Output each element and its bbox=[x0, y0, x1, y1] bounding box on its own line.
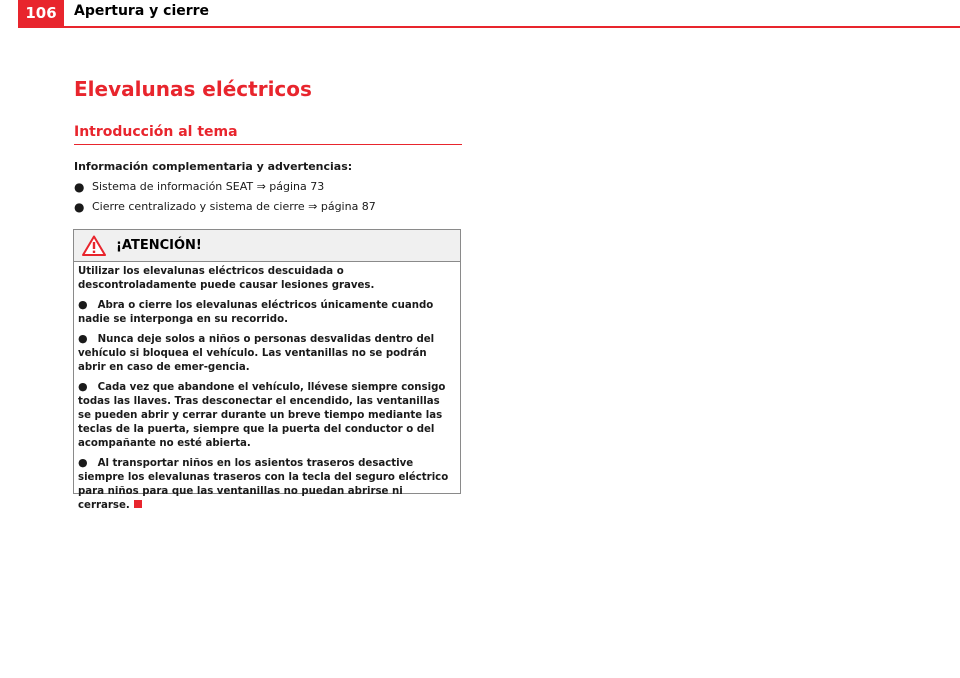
warning-item bbox=[78, 456, 456, 513]
info-list bbox=[74, 180, 464, 220]
warning-item bbox=[78, 332, 456, 375]
subtitle-divider bbox=[74, 144, 462, 145]
warning-triangle-icon bbox=[82, 235, 106, 256]
bullet-icon: ● bbox=[78, 298, 88, 311]
warning-item-text: Cada vez que abandone el vehículo, llévese siempre consigo todas las llaves. Tras desconectar el encendido, las ventanillas se pueden abrir y cerrar durante un breve tiempo mediante las teclas de la puerta, siempre que la puerta del conductor o del acompañante no esté abierta. bbox=[78, 382, 446, 449]
page-number: 106 bbox=[18, 0, 64, 26]
running-title: Apertura y cierre bbox=[74, 3, 210, 19]
warning-box bbox=[73, 229, 461, 511]
info-item[interactable] bbox=[74, 200, 464, 220]
section-title: Elevalunas eléctricos bbox=[74, 77, 312, 101]
warning-header bbox=[74, 230, 460, 262]
info-item-text: Cierre centralizado y sistema de cierre ⇒ página 87 bbox=[92, 200, 376, 213]
section-subtitle: Introducción al tema bbox=[74, 124, 238, 140]
warning-item-text: Al transportar niños en los asientos traseros desactive siempre los elevalunas traseros con la tecla del seguro eléctrico para niños para que las ventanillas no puedan abrirse ni cerrarse. bbox=[78, 458, 449, 511]
info-item-text: Sistema de información SEAT ⇒ página 73 bbox=[92, 180, 325, 193]
warning-body bbox=[74, 262, 460, 513]
warning-item bbox=[78, 298, 456, 327]
warning-item bbox=[78, 380, 456, 451]
warning-item-text: Abra o cierre los elevalunas eléctricos únicamente cuando nadie se interponga en su recorrido. bbox=[78, 300, 434, 325]
info-item[interactable] bbox=[74, 180, 464, 200]
bullet-icon: ● bbox=[78, 456, 88, 469]
bullet-icon: ● bbox=[78, 380, 88, 393]
page-header bbox=[0, 0, 960, 28]
bullet-icon: ● bbox=[78, 332, 88, 345]
warning-item-text: Nunca deje solos a niños o personas desvalidas dentro del vehículo si bloquea el vehículo. Las ventanillas no se podrán abrir en caso de emer-gencia. bbox=[78, 334, 435, 373]
bullet-icon: ● bbox=[74, 180, 85, 194]
warning-title: ¡ATENCIÓN! bbox=[116, 238, 202, 253]
info-title: Información complementaria y advertencias: bbox=[74, 160, 353, 173]
end-mark-icon bbox=[134, 500, 142, 508]
header-divider bbox=[18, 26, 960, 28]
warning-intro: Utilizar los elevalunas eléctricos descuidada o descontroladamente puede causar lesiones graves. bbox=[78, 266, 375, 291]
bullet-icon: ● bbox=[74, 200, 85, 214]
